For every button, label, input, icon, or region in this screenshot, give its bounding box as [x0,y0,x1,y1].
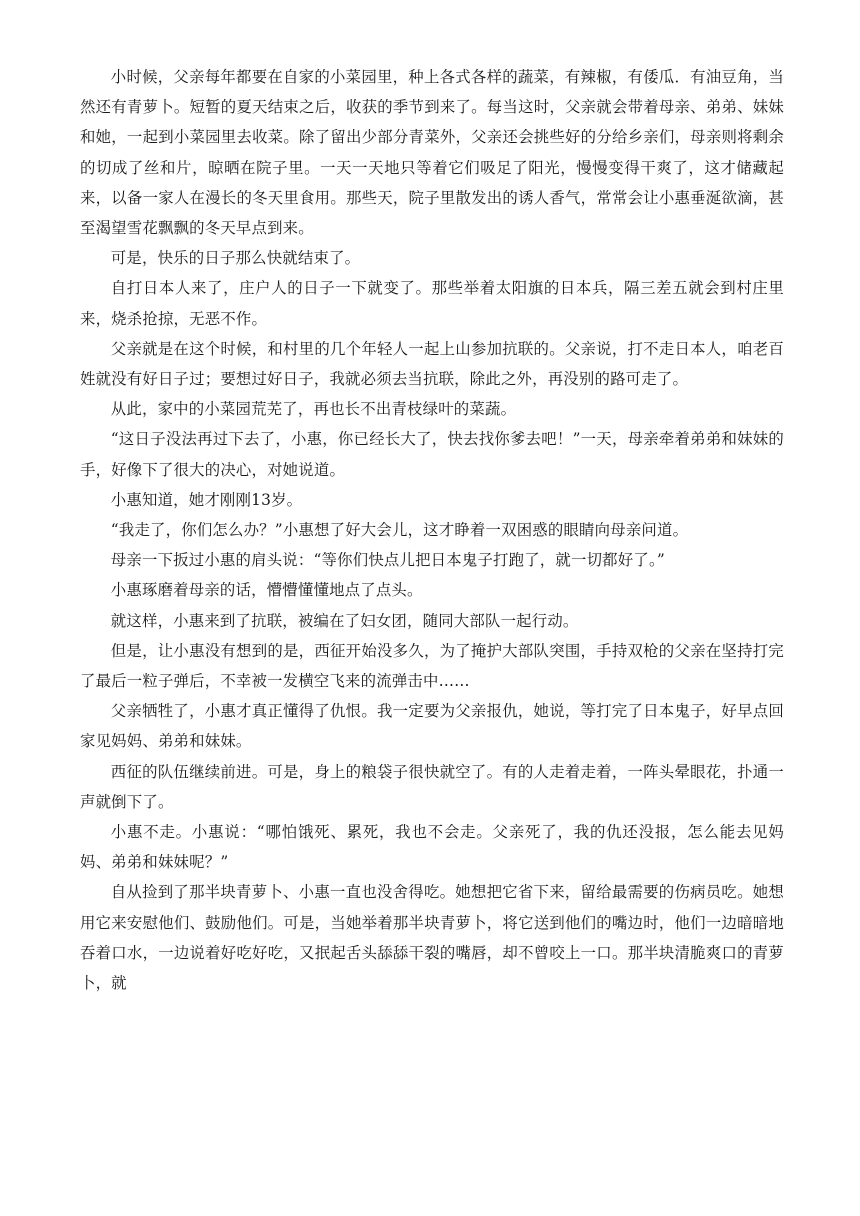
paragraph: 父亲就是在这个时候，和村里的几个年轻人一起上山参加抗联的。父亲说，打不走日本人，咱老百姓就没有好日子过；要想过好日子，我就必须去当抗联，除此之外，再没别的路可走了。 [80,339,784,389]
paragraph: 但是，让小惠没有想到的是，西征开始没多久，为了掩护大部队突围，手持双枪的父亲在坚持打完了最后一粒子弹后，不幸被一发横空飞来的流弹击中…… [80,641,784,691]
paragraph: 自从捡到了那半块青萝卜、小惠一直也没舍得吃。她想把它省下来，留给最需要的伤病员吃。她想用它来安慰他们、鼓励他们。可是，当她举着那半块青萝卜，将它送到他们的嘴边时，他们一边暗暗地吞着口水，一边说着好吃好吃，又抿起舌头舔舔干裂的嘴唇，却不曾咬上一口。那半块清脆爽口的青萝卜，就 [80,883,784,993]
paragraph: 母亲一下扳过小惠的肩头说：“等你们快点儿把日本鬼子打跑了，就一切都好了。” [110,551,665,570]
paragraph: 小惠知道，她才刚刚13岁。 [110,490,303,509]
paragraph: “这日子没法再过下去了，小惠，你已经长大了，快去找你爹去吧！”一天，母亲牵着弟弟和妹妹的手，好像下了很大的决心，对她说道。 [80,430,784,479]
paragraph: 小惠不走。小惠说：“哪怕饿死、累死，我也不会走。父亲死了，我的仇还没报，怎么能去见妈妈、弟弟和妹妹呢？” [80,823,784,872]
paragraph: 西征的队伍继续前进。可是，身上的粮袋子很快就空了。有的人走着走着，一阵头晕眼花，扑通一声就倒下了。 [80,762,784,811]
paragraph: “我走了，你们怎么办？”小惠想了好大会儿，这才睁着一双困惑的眼睛向母亲问道。 [110,521,689,540]
paragraph: 可是，快乐的日子那么快就结束了。 [110,249,361,268]
paragraph: 小惠琢磨着母亲的话，懵懵懂懂地点了点头。 [110,581,423,600]
paragraph: 自打日本人来了，庄户人的日子一下就变了。那些举着太阳旗的日本兵，隔三差五就会到村庄里来，烧杀抢掠，无恶不作。 [80,279,784,328]
paragraph: 父亲牺牲了，小惠才真正懂得了仇恨。我一定要为父亲报仇，她说，等打完了日本鬼子，好早点回家见妈妈、弟弟和妹妹。 [80,702,784,751]
paragraph: 就这样，小惠来到了抗联，被编在了妇女团，随同大部队一起行动。 [110,611,579,630]
paragraph: 小时候，父亲每年都要在自家的小菜园里，种上各式各样的蔬菜，有辣椒，有倭瓜．有油豆角，当然还有青萝卜。短暂的夏天结束之后，收获的季节到来了。每当这时，父亲就会带着母亲、弟弟、妹妹和她，一起到小菜园里去收菜。除了留出少部分青菜外，父亲还会挑些好的分给乡亲们，母亲则将剩余的切成了丝和片，晾晒在院子里。一天一天地只等着它们吸足了阳光，慢慢变得干爽了，这才储藏起来，以备一家人在漫长的冬天里食用。那些天，院子里散发出的诱人香气，常常会让小惠垂涎欲滴，甚至渴望雪花飘飘的冬天早点到来。 [80,68,784,238]
document-body [80,62,784,998]
paragraph: 从此，家中的小菜园荒芜了，再也长不出青枝绿叶的菜蔬。 [110,400,517,419]
